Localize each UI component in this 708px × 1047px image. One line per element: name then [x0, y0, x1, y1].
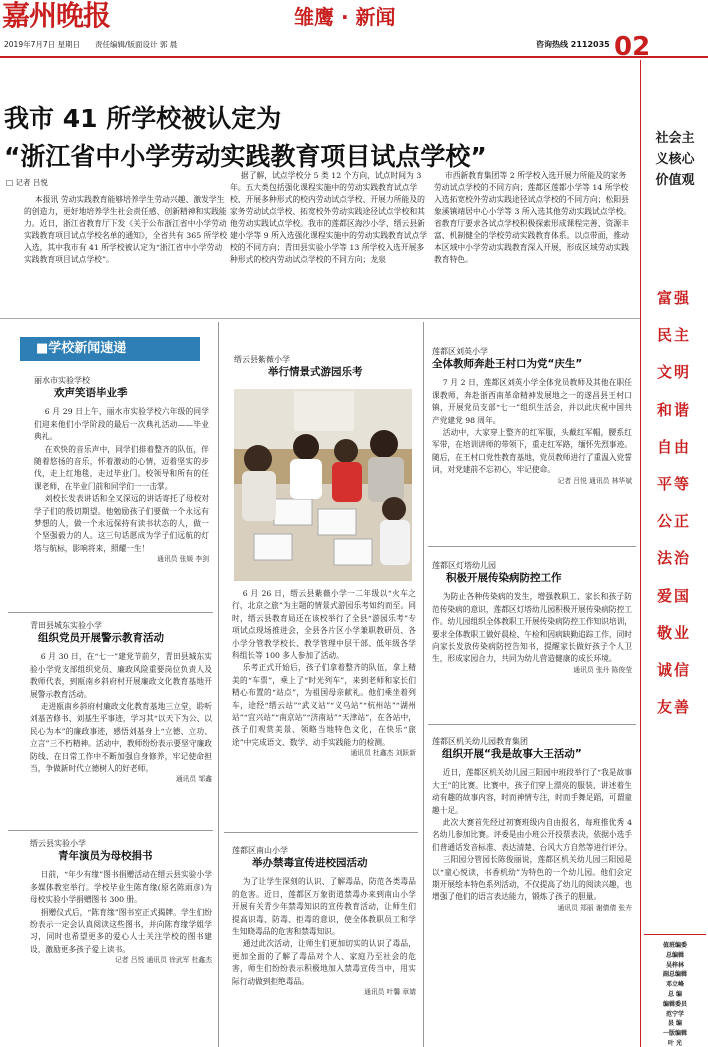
- article-kicker: 缙云县紫薇小学: [234, 355, 290, 364]
- article-body: [232, 876, 416, 988]
- article-kicker: 莲都区南山小学: [232, 846, 288, 855]
- paragraph: 通过此次活动，让师生们更加切实的认识了毒品，更加全面的了解了毒品对个人、家庭乃至社会的危害，师生们纷纷表示积极地加入禁毒宣传当中，用实际行动做到拒绝毒品。: [232, 939, 416, 986]
- article-kicker: 莲都区机关幼儿园教育集团: [432, 737, 528, 746]
- article-credit: 通讯员 邹鑫: [175, 775, 212, 784]
- paragraph: 为了让学生深刻的认识、了解毒品，防范各类毒品的危害。近日，莲都区万象街道禁毒办来到南山小学开展有关青少年禁毒知识的宣传教育活动，让师生们提高识毒、防毒、拒毒的意识，使全体教职员工和学生知晓毒品的危害和禁毒知识。: [232, 877, 416, 936]
- paragraph: 此次大赛首先经过初赛班级内自由报名，每班推优秀 4 名幼儿参加比赛。评委是由小班公开投票表决，依据小选手们普通话发音标准、表达清楚、台风大方自然等进行评分。: [432, 817, 632, 852]
- article-body: [30, 651, 212, 775]
- core-value-item: 和谐: [656, 400, 691, 419]
- paragraph: 日前，“年少有缘”图书捐赠活动在缙云县实验小学多媒体教室举行。学校毕业生陈育缘(原名陈雨彦)为母校实验小学捐赠图书 300 册。: [30, 870, 212, 905]
- article-kicker: 缙云县实验小学: [30, 839, 86, 848]
- article-kicker: 青田县城东实验小学: [30, 621, 102, 630]
- article-3: [30, 838, 212, 966]
- core-value-item: 民主: [656, 326, 691, 345]
- news-ribbon: ■学校新闻速递: [20, 337, 200, 361]
- paragraph: 6 月 30 日，在“七一”建党节前夕，青田县城东实验小学党支部组织党员、廉政风险重要岗位负责人及教师代表，到瓯南乡斜府村开展廉政文化教育基地开展警示教育活动。: [30, 652, 212, 699]
- paragraph: 在欢快的音乐声中，同学们排着整齐的队伍，伴随着悠扬的音乐，怀着激动的心情，迈着坚实的步伐，走上红地毯，走过毕业门。校领导和所有的任课老师，在毕业门前和同学们一一击掌。: [34, 444, 209, 491]
- article-2: [30, 620, 212, 785]
- staff-item: 县 编: [667, 1020, 683, 1028]
- divider: [8, 830, 213, 831]
- article-4-body: [232, 588, 416, 759]
- article-credit: 记者 吕悦 通讯员 林华斌: [557, 476, 632, 485]
- divider: [428, 724, 636, 725]
- article-credit: 记者 吕悦 通讯员 徐武军 杜鑫杰: [114, 956, 212, 965]
- article-credit: 通讯员 张丹 陈俊莹: [573, 665, 632, 674]
- staff-item: 邓立峰: [665, 981, 684, 989]
- article-body: [432, 377, 632, 476]
- article-title: 举行情景式游园乐考: [268, 366, 363, 379]
- paragraph: 7 月 2 日，莲都区刘英小学全体党员教师及其他在职任课教师，奔赴浙西南革命精神发展地之一的遂昌县王村口镇，开展党员支部“七一”组织生活会，并以此庆祝中国共产党建党 98 周年。: [432, 378, 632, 425]
- paragraph: 6 月 26 日，缙云县紫薇小学一二年级以“火车之行，北京之旅”为主题的情景式游园乐考如约而至。同时，缙云县教育局还在该校举行了全县“游园乐考”专项试点现场推进会，全县各片区小学兼职教研员、各小学分管教学校长、教学管理中层干部、低年级各学科组长等 100 多人参加了活动。: [232, 589, 416, 661]
- masthead: [0, 0, 708, 36]
- article-title: 举办禁毒宣传进校园活动: [252, 857, 368, 870]
- article-title: 积极开展传染病防控工作: [446, 572, 562, 585]
- core-value-item: 法治: [656, 549, 691, 568]
- date-line: 2019年7月7日 星期日 责任编辑/版面设计 郭 晨: [4, 40, 178, 49]
- staff-item: 范宁学: [665, 1010, 684, 1018]
- staff-item: 编辑委员: [662, 1000, 687, 1008]
- core-value-item: 富强: [656, 289, 691, 307]
- lead-col-3: 市西新教育集团等 2 所学校入选开展力所能及的家务劳动试点学校的不同方向；莲都区莲都小学等 14 所学校入选拓宽校外劳动实践途径试点学校的不同方向；松阳县象溪镇靖居中心小学等 3 所入选其他劳动实践试点学校。省教育厅要求各试点学校积极探索形成课程完善、资源丰富、机制健全的学校劳动实践教育体系。以点带面，推动本区域中小学劳动实践教育深入开展，形成区域劳动实践教育特色。: [434, 171, 632, 264]
- core-value-item: 敬业: [656, 623, 691, 642]
- article-kicker: 莲都区灯塔幼儿园: [432, 561, 496, 570]
- article-title: 组织党员开展警示教育活动: [38, 632, 164, 645]
- article-8: [432, 736, 632, 913]
- info-line: [0, 32, 708, 62]
- core-value-item: 平等: [656, 475, 691, 494]
- article-title: 青年演员为母校捐书: [58, 850, 153, 863]
- headline: 我市 41 所学校被认定为 “浙江省中小学劳动实践教育项目试点学校”: [4, 104, 487, 171]
- article-title: 组织开展“我是故事大王活动”: [442, 748, 582, 761]
- article-credit: 通讯员 杜鑫杰 刘跃新: [350, 749, 416, 758]
- divider: [224, 832, 418, 833]
- paragraph: 刘校长发表讲话和全叉深远的讲话寄托了母校对学子们的殷切期望。他勉励孩子们要做一个永远有梦想的人，做一个永远保持有读书状态的人，做一个坚强毅力的人。这三句话愿成为学子们远航的灯塔与航标，影响将来，照耀一生！: [34, 494, 209, 553]
- article-title: 欢声笑语毕业季: [54, 387, 128, 400]
- column-divider: [218, 322, 219, 1047]
- paragraph: 近日，莲都区机关幼儿园三阳园中班段举行了“我是故事大王”的比赛。比赛中，孩子们穿上漂亮的服装，讲述着生动有趣的故事内容，时而神情专注，时而手舞足蹈，可谓童趣十足。: [432, 768, 632, 815]
- paragraph: 三阳园分管园长陈俊丽说，莲都区机关幼儿园三阳园是以“童心悦读，书香机幼”为特色的一个幼儿园。他们会定期开展绘本特色系列活动，不仅提高了幼儿的阅读兴趣，也增强了他们的语言表达能力，锻炼了孩子的胆量。: [432, 855, 632, 902]
- article-credit: 通讯员 叶馨 章婧: [364, 988, 416, 997]
- staff-item: 一版编辑: [662, 1030, 687, 1038]
- article-body: [232, 588, 416, 749]
- article-body: 为防止各种传染病的发生，增强教职工、家长和孩子防范传染病的意识，莲都区灯塔幼儿园积极开展传染病防控工作。幼儿园组织全体教职工开展传染病防控工作知识培训，要求全体教职工做好晨检、午检和因病缺勤追踪工作，同时向家长发放传染病防控告知书，提醒家长做好孩子个人卫生，形成家园合力，共同为幼儿营造健康的成长环境。: [432, 592, 632, 664]
- article-body: [30, 869, 212, 956]
- divider: [8, 612, 213, 613]
- hotline: 咨询热线 2112035: [536, 40, 610, 49]
- staff-list: [644, 934, 706, 1047]
- staff-item: 总编辑: [665, 951, 684, 959]
- core-value-item: 诚信: [656, 661, 691, 680]
- article-title: 全体教师奔赴王村口为党“庆生”: [432, 358, 583, 371]
- core-values-list: [640, 280, 708, 726]
- divider: [428, 546, 636, 547]
- article-4: [234, 354, 414, 379]
- core-value-item: 公正: [656, 512, 691, 531]
- staff-item: 值班编委: [662, 942, 687, 949]
- sidebar-title: 社会主义核心价值观: [655, 131, 695, 188]
- core-value-item: 友善: [656, 698, 691, 717]
- newspaper-logo: 嘉州晚报: [2, 0, 111, 32]
- core-value-item: 文明: [656, 363, 691, 382]
- paragraph: 捐赠仪式后，“陈育缘”图书室正式揭牌。学生们纷纷表示一定会认真阅读这些图书，并向陈育缘学姐学习，同时也希望更多的爱心人士关注学校的图书建设，激励更多孩子爱上读书。: [30, 907, 212, 954]
- staff-item: 叶 光: [667, 1039, 683, 1047]
- article-6: [432, 346, 632, 486]
- article-kicker: 丽水市实验学校: [34, 376, 90, 385]
- column-divider: [423, 322, 424, 1047]
- paragraph: 6 月 29 日上午，丽水市实验学校六年级的同学们迎来他们小学阶段的最后一次典礼活动——毕业典礼。: [34, 407, 209, 442]
- staff-item: 总 编: [667, 990, 683, 998]
- article-1: [34, 375, 209, 565]
- lead-col-1: 本报讯 劳动实践教育能够培养学生劳动兴趣、激发学生的创造力，更好地培养学生社会责任感、创新精神和实践能力。近日，浙江省教育厅下发《关于公布浙江省中小学劳动实践教育项目试点学校名单的通知》，全省共有 365 所学校入选，其中我市有 41 所学校被认定为“浙江省中小学劳动实践教育项目试点学校”。: [24, 195, 228, 264]
- staff-item: 副总编辑: [662, 971, 687, 979]
- article-credit: 通讯员 张媛 李剑: [157, 555, 209, 564]
- section-title: 雏鹰 · 新闻: [294, 5, 396, 29]
- article-kicker: 莲都区刘英小学: [432, 347, 488, 356]
- article-body: [34, 406, 209, 555]
- page-number: 02: [614, 32, 651, 62]
- article-body: [432, 767, 632, 903]
- byline: □ 记者 吕悦: [6, 178, 48, 187]
- lead-col-2: 据了解，试点学校分 5 类 12 个方向，试点时间为 3 年。五大类包括强化课程实施中的劳动实践教育试点学校、开展多种形式的校内劳动试点学校、开展力所能及的家务劳动试点学校、拓宽校外劳动实践途径试点学校和其他劳动实践试点学校。我市的莲都区海沙小学、缙云县新建小学等 9 所入选强化课程实施中的劳动实践教育试点学校的不同方向；青田县实验小学等 13 所学校入选开展多种形式的校内劳动试点学校的不同方向；龙泉: [230, 171, 428, 264]
- children-drawing-photo: [234, 389, 412, 581]
- divider: [0, 318, 640, 319]
- core-value-item: 爱国: [656, 586, 691, 605]
- article-5: [232, 845, 416, 998]
- staff-item: 吴梓林: [665, 961, 684, 969]
- article-7: [432, 560, 632, 675]
- article-credit: 通讯员 郑丽 谢倩倩 张卉: [557, 903, 632, 912]
- paragraph: 乐考正式开始后，孩子们拿着整齐的队伍，拿上精美的“车票”，乘上了“时光列车”，来到老师和家长们精心布置的“站点”，为祖国母亲献礼。他们乘坐着列车，途经“缙云站”“武义站”“义乌站”“杭州站”“湖州站”“宜兴站”“南京站”“济南站”“天津站”，在各站中，孩子们观赏美景、领略当地特色文化，在快乐“旅途”中完成语文、数学、动手实践能力的检测。: [232, 663, 416, 747]
- paragraph: 活动中，大家穿上整齐的红军服，头戴红军帽，腰系红军带，在培训讲师的带领下，重走红军路，缅怀先烈事迹。随后，在王村口党性教育基地，党员教师进行了重温入党誓词，对党建前不忘初心，牢记使命。: [432, 427, 632, 475]
- paragraph: 走进瓯南乡斜府村廉政文化教育基地三立堂，聆听刘基苦修书、刘基生平事迹，学习其“以天下为公、以民心为本”的廉政事迹，感悟刘基身上“立德、立功、立言”三不朽精神。活动中，教师纷纷表示要坚守廉政防线、在日常工作中不断加强自身修养，牢记使命担当，争做新时代立德树人的好老师。: [30, 701, 212, 774]
- core-value-item: 自由: [656, 437, 691, 456]
